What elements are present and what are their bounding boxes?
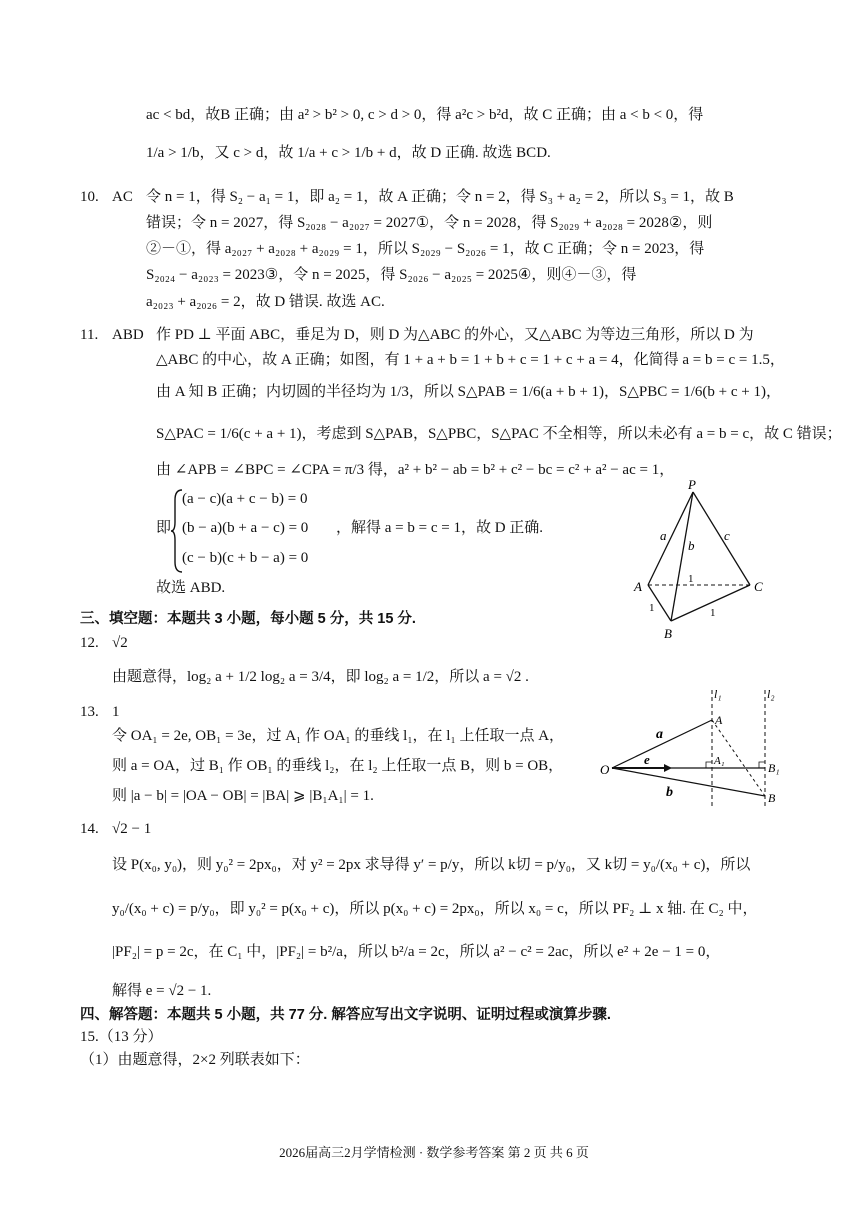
label-b1: B₁ bbox=[768, 761, 780, 775]
q11-line-4: S△PAC = 1/6(c + a + 1)，考虑到 S△PAB，S△PBC，S△PAC 不全相等，所以未必有 a = b = c，故 C 错误； bbox=[156, 426, 842, 442]
q11-line-1: 作 PD ⊥ 平面 ABC，垂足为 D，则 D 为△ABC 的外心，又△ABC 为等边三角形，所以 D 为 bbox=[156, 327, 754, 343]
q12-answer: √2 bbox=[112, 635, 128, 651]
q9-line-2: 1/a > 1/b，又 c > d，故 1/a + c > 1/b + d，故 D 正确. 故选 BCD. bbox=[146, 145, 551, 161]
q10-number: 10. bbox=[80, 189, 99, 205]
q13-number: 13. bbox=[80, 704, 99, 720]
label-a: A bbox=[715, 713, 723, 727]
edge-pc bbox=[693, 492, 750, 585]
section-4-heading: 四、解答题：本题共 5 小题，共 77 分. 解答应写出文字说明、证明过程或演算步骤. bbox=[80, 1007, 611, 1023]
q14-line-1: 设 P(x₀, y₀)，则 y₀² = 2px₀，对 y² = 2px 求导得 y′ = p/y，所以 k切 = p/y₀，又 k切 = y₀/(x₀ + c)，所以 bbox=[112, 857, 751, 873]
q9-line-1: ac < bd，故B 正确；由 a² > b² > 0, c > d > 0，得 a²c > b²d，故 C 正确；由 a < b < 0，得 bbox=[146, 107, 704, 123]
q14-line-4: 解得 e = √2 − 1. bbox=[112, 983, 212, 999]
q14-line-3: |PF₂| = p = 2c，在 C₁ 中，|PF₂| = b²/a，所以 b²/a = 2c，所以 a² − c² = 2ac，所以 e² + 2e − 1 = 0， bbox=[112, 944, 721, 960]
label-one-bc: 1 bbox=[710, 607, 716, 619]
q11-line-6: 故选 ABD. bbox=[156, 580, 226, 596]
label-edge-b: b bbox=[688, 538, 695, 553]
label-l1: l₁ bbox=[714, 687, 722, 701]
q11-line-3: 由 A 知 B 正确；内切圆的半径均为 1/3，所以 S△PAB = 1/6(a + b + 1)，S△PBC = 1/6(b + c + 1)， bbox=[156, 384, 781, 400]
q10-line-1: 令 n = 1，得 S₂ − a₁ = 1，即 a₂ = 1，故 A 正确；令 n = 2，得 S₃ + a₂ = 2，所以 S₃ = 1，故 B bbox=[146, 189, 734, 205]
q15-line-1: （1）由题意得，2×2 列联表如下： bbox=[80, 1052, 310, 1068]
q11-system-eq-1: (a − c)(a + c − b) = 0 bbox=[182, 491, 308, 507]
label-o: O bbox=[600, 762, 610, 777]
q12-number: 12. bbox=[80, 635, 99, 651]
q11-system-eq-2: (b − a)(b + a − c) = 0 bbox=[182, 520, 309, 536]
label-edge-a: a bbox=[660, 528, 667, 543]
q10-line-3: ②－①，得 a₂₀₂₇ + a₂₀₂₈ + a₂₀₂₉ = 1，所以 S₂₀₂₉ − S₂₀₂₆ = 1，故 C 正确；令 n = 2023，得 bbox=[146, 241, 705, 257]
label-vec-a: a bbox=[656, 727, 663, 742]
q14-answer: √2 − 1 bbox=[112, 821, 152, 837]
q11-line-2: △ABC 的中心，故 A 正确；如图，有 1 + a + b = 1 + b + c = 1 + c + a = 4，化简得 a = b = c = 1.5， bbox=[156, 352, 785, 368]
arrowhead-e bbox=[664, 764, 672, 772]
label-a: A bbox=[634, 579, 642, 594]
label-one-ab: 1 bbox=[649, 602, 655, 614]
label-a1: A₁ bbox=[714, 755, 725, 767]
q13-line-1: 令 OA₁ = 2e, OB₁ = 3e，过 A₁ 作 OA₁ 的垂线 l₁，在 l₁ 上任取一点 A， bbox=[112, 728, 565, 744]
label-one-ac: 1 bbox=[688, 573, 694, 585]
right-angle-b1 bbox=[759, 762, 765, 768]
tetrahedron-figure bbox=[626, 478, 776, 642]
edge-pa bbox=[648, 492, 693, 585]
q14-line-2: y₀/(x₀ + c) = p/y₀，即 y₀² = p(x₀ + c)，所以 p(x₀ + c) = 2px₀，所以 x₀ = c，所以 PF₂ ⊥ x 轴. 在 C₂ 中， bbox=[112, 901, 758, 917]
label-b: B bbox=[768, 791, 776, 805]
q11-system-eq-3: (c − b)(c + b − a) = 0 bbox=[182, 550, 309, 566]
q11-system-suffix: ，解得 a = b = c = 1，故 D 正确. bbox=[336, 520, 544, 536]
vector-ob bbox=[612, 768, 765, 796]
q11-system-prefix: 即 bbox=[156, 520, 172, 536]
q11-line-5: 由 ∠APB = ∠BPC = ∠CPA = π/3 得，a² + b² − ab = b² + c² − bc = c² + a² − ac = 1， bbox=[156, 462, 675, 478]
label-l2: l₂ bbox=[767, 687, 775, 701]
q11-answer: ABD bbox=[112, 327, 144, 343]
right-angle-a1 bbox=[706, 762, 712, 768]
vector-figure bbox=[594, 684, 790, 814]
edge-pb bbox=[671, 492, 693, 621]
q13-line-2: 则 a = OA，过 B₁ 作 OB₁ 的垂线 l₂，在 l₂ 上任取一点 B，则 b = OB， bbox=[112, 758, 564, 774]
label-c: C bbox=[754, 579, 763, 594]
label-b: B bbox=[664, 626, 672, 641]
q13-line-3: 则 |a − b| = |OA − OB| = |BA| ⩾ |B₁A₁| = 1. bbox=[112, 788, 374, 804]
page-footer: 2026届高三2月学情检测 · 数学参考答案 第 2 页 共 6 页 bbox=[279, 1145, 589, 1160]
label-p: P bbox=[688, 478, 696, 492]
label-vec-b: b bbox=[666, 785, 673, 800]
q10-line-2: 错误；令 n = 2027，得 S₂₀₂₈ − a₂₀₂₇ = 2027①，令 n = 2028，得 S₂₀₂₉ + a₂₀₂₈ = 2028②，则 bbox=[146, 215, 713, 231]
q13-answer: 1 bbox=[112, 704, 120, 720]
q10-line-5: a₂₀₂₃ + a₂₀₂₆ = 2，故 D 错误. 故选 AC. bbox=[146, 294, 385, 310]
label-edge-c: c bbox=[724, 528, 730, 543]
q15-heading: 15.（13 分） bbox=[80, 1029, 163, 1045]
section-3-heading: 三、填空题：本题共 3 小题，每小题 5 分，共 15 分. bbox=[80, 611, 416, 627]
label-vec-e: e bbox=[644, 752, 650, 767]
q10-answer: AC bbox=[112, 189, 133, 205]
q14-number: 14. bbox=[80, 821, 99, 837]
q11-number: 11. bbox=[80, 327, 99, 343]
q10-line-4: S₂₀₂₄ − a₂₀₂₃ = 2023③，令 n = 2025，得 S₂₀₂₆ − a₂₀₂₅ = 2025④，则④－③，得 bbox=[146, 267, 637, 283]
q12-line-1: 由题意得，log₂ a + 1/2 log₂ a = 3/4，即 log₂ a = 1/2，所以 a = √2 . bbox=[112, 669, 529, 685]
